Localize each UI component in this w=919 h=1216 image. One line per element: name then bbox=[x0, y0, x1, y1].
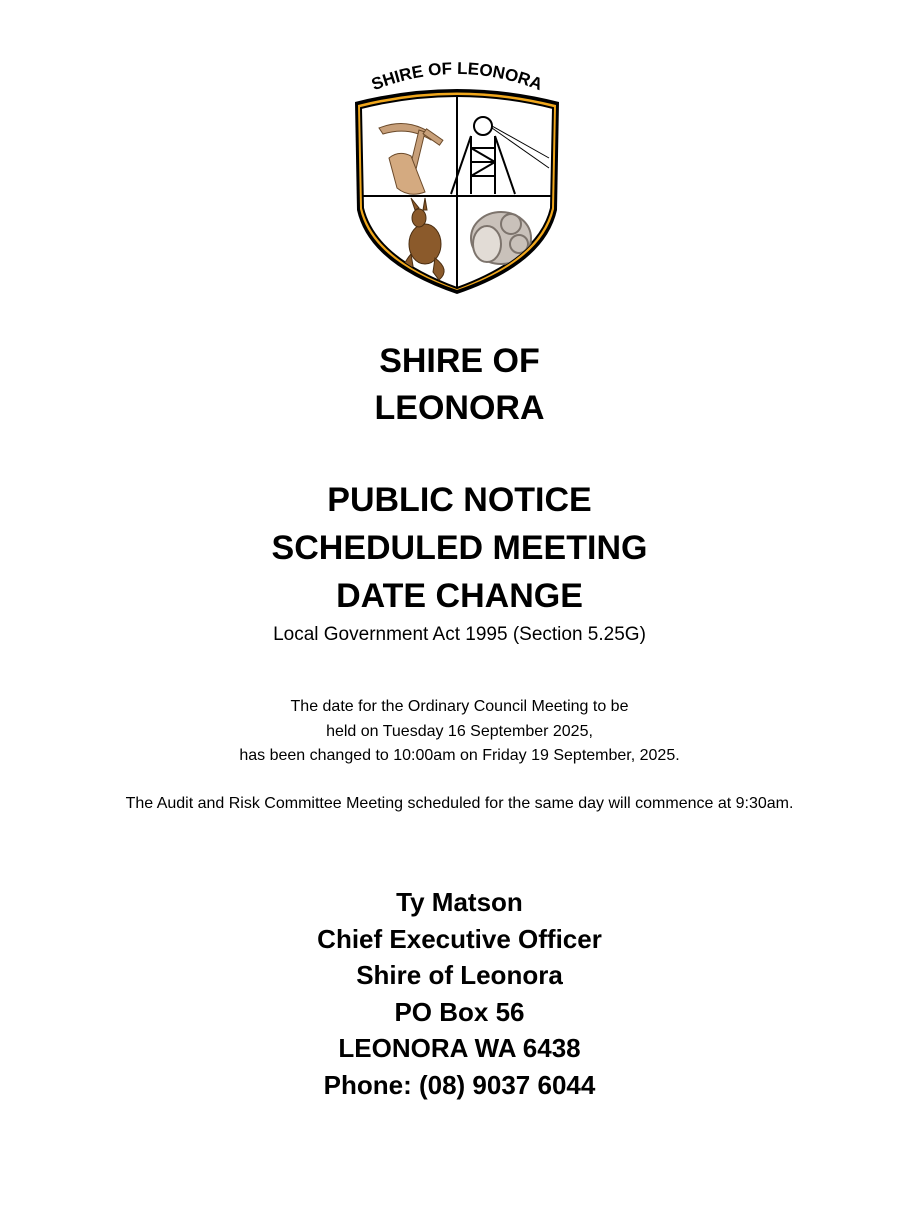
shire-crest-logo bbox=[339, 58, 575, 294]
crest-banner-text: SHIRE OF LEONORA bbox=[368, 58, 546, 95]
town-address: LEONORA WA 6438 bbox=[338, 1033, 581, 1063]
notice-title: PUBLIC NOTICE SCHEDULED MEETING DATE CHANGE bbox=[271, 481, 648, 615]
meeting-date-paragraph: The date for the Ordinary Council Meeting to be held on Tuesday 16 September 2025, has been changed to 10:00am on Friday 19 September, 2025. bbox=[239, 698, 680, 764]
phone-number: Phone: (08) 9037 6044 bbox=[323, 1069, 596, 1100]
signature-block bbox=[0, 884, 919, 1103]
shire-title: SHIRE OF LEONORA bbox=[374, 342, 545, 427]
signatory-name: Ty Matson bbox=[396, 887, 523, 917]
act-reference: Local Government Act 1995 (Section 5.25G) bbox=[273, 624, 646, 645]
po-box: PO Box 56 bbox=[394, 996, 525, 1027]
signatory-position: Chief Executive Officer bbox=[317, 923, 602, 954]
organisation-name: Shire of Leonora bbox=[356, 960, 563, 990]
audit-committee-paragraph: The Audit and Risk Committee Meeting scheduled for the same day will commence at 9:30am. bbox=[125, 795, 794, 812]
